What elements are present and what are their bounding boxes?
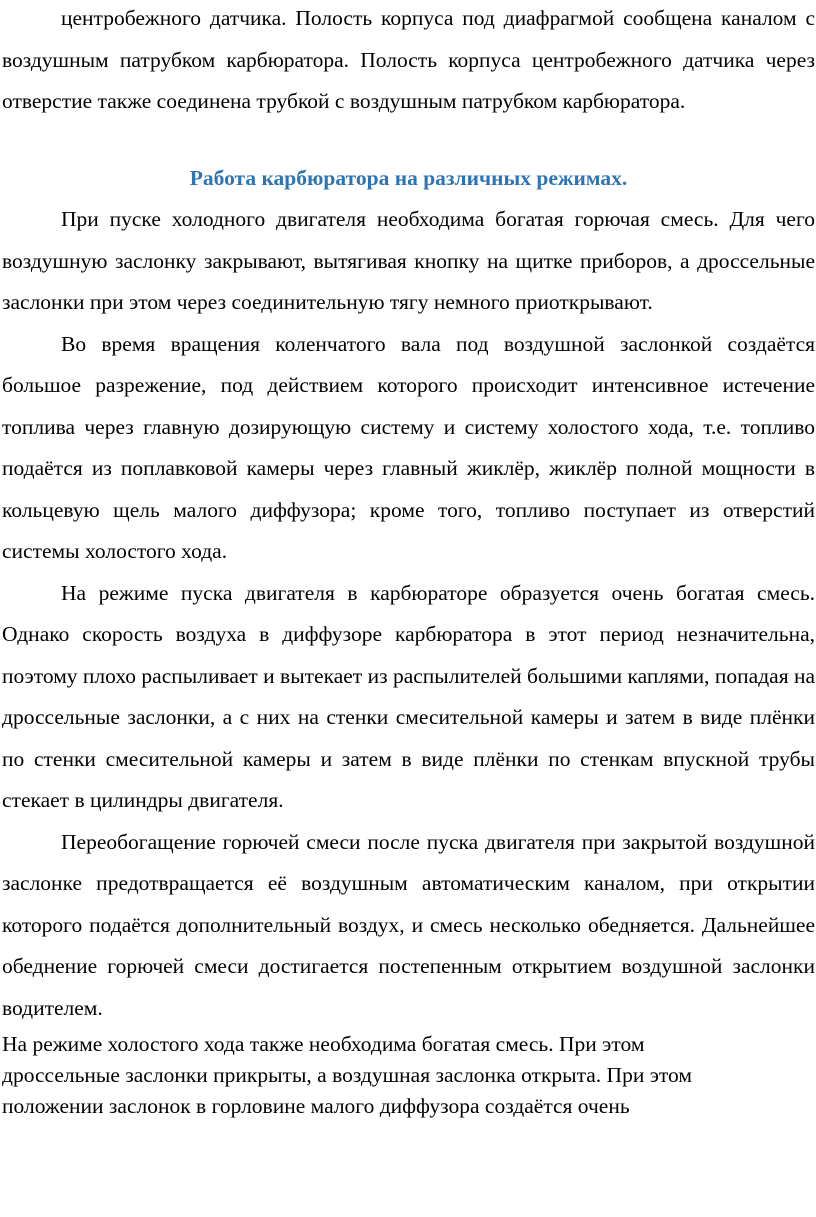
idle-line-2: дроссельные заслонки прикрыты, а воздушная заслонка открыта. При этом <box>2 1063 692 1087</box>
idle-line-3: положении заслонок в горловине малого диффузора создаётся очень <box>2 1094 630 1118</box>
paragraph-cold-start: При пуске холодного двигателя необходима богатая горючая смесь. Для чего воздушную заслонку закрывают, вытягивая кнопку на щитке приборов, а дроссельные заслонки при этом через соединительную тягу немного приоткрывают. <box>2 207 815 314</box>
paragraph-idle-mode <box>2 1029 815 1122</box>
section-heading: Работа карбюратора на различных режимах. <box>189 165 628 190</box>
paragraph-crankshaft-rotation: Во время вращения коленчатого вала под воздушной заслонкой создаётся большое разрежение, под действием которого происходит интенсивное истечение топлива через главную дозирующую систему и систему холостого хода, т.е. топливо подаётся из поплавковой камеры через главный жиклёр, жиклёр полной мощности в кольцевую щель малого диффузора; кроме того, топливо поступает из отверстий системы холостого хода. <box>2 331 815 563</box>
paragraph-continuation: центробежного датчика. Полость корпуса под диафрагмой сообщена каналом с воздушным патрубком карбюратора. Полость корпуса центробежного датчика через отверстие также соединена трубкой с воздушным патрубком карбюратора. <box>2 6 815 113</box>
idle-line-1: На режиме холостого хода также необходима богатая смесь. При этом <box>2 1032 645 1056</box>
paragraph-overenrichment: Переобогащение горючей смеси после пуска двигателя при закрытой воздушной заслонке предотвращается её воздушным автоматическим каналом, при открытии которого подаётся дополнительный воздух, и смесь несколько обедняется. Дальнейшее обеднение горючей смеси достигается постепенным открытием воздушной заслонки водителем. <box>2 829 815 1020</box>
paragraph-start-mode: На режиме пуска двигателя в карбюраторе образуется очень богатая смесь. Однако скорость воздуха в диффузоре карбюратора в этот период незначительна, поэтому плохо распыливает и вытекает из распылителей большими каплями, попадая на дроссельные заслонки, а с них на стенки смесительной камеры и затем в виде плёнки по стенки смесительной камеры и затем в виде плёнки по стенкам впускной трубы стекает в цилиндры двигателя. <box>2 580 816 812</box>
